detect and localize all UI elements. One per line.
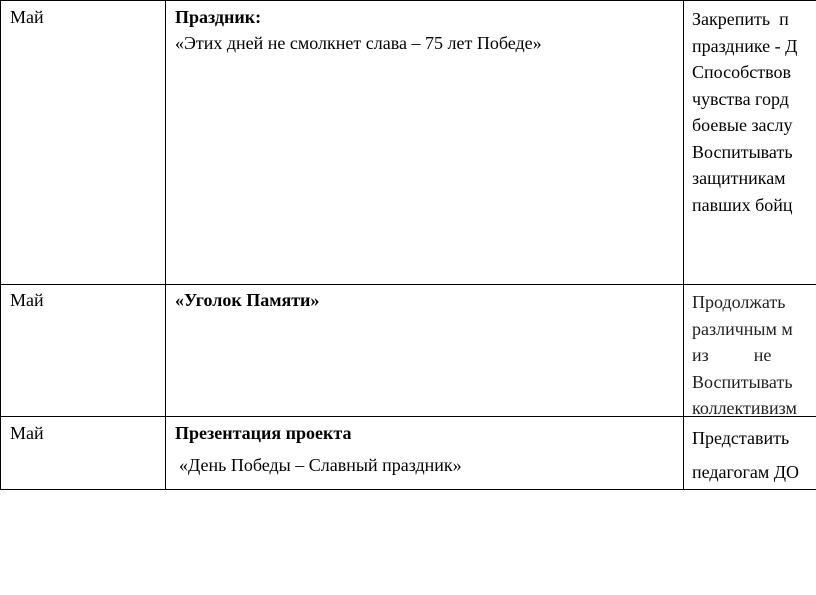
goal-line: Способствов [692,62,791,82]
goal-line: празднике - Д [692,35,798,56]
table-border-top [0,0,816,1]
goal-line: из не [692,345,772,365]
row-divider [0,284,816,285]
column-divider [683,0,684,490]
goal-line: Воспитывать [692,141,793,162]
goal-line: коллективизм [692,398,797,418]
month-cell: Май [10,7,44,27]
column-divider [0,0,1,490]
column-divider [165,0,166,490]
goal-line: чувства горд [692,88,789,109]
event-subtitle: «Этих дней не смолкнет слава – 75 лет Победе» [175,33,542,53]
goal-line: педагогам ДО [692,462,800,482]
event-title: «Уголок Памяти» [175,290,320,310]
goal-line: Закрепить п [692,9,789,29]
table-border-bottom [0,489,816,490]
event-title: Презентация проекта [175,423,352,443]
event-title: Праздник: [175,7,262,27]
event-subtitle: «День Победы – Славный праздник» [179,455,462,475]
goal-line: Представить [692,428,790,448]
month-cell: Май [10,290,44,310]
goal-line: павших бойц [692,194,793,215]
goal-line: Продолжать [692,292,786,312]
goal-text [692,289,816,422]
goal-text [692,421,816,489]
goal-line: различным м [692,318,793,339]
goal-line: Воспитывать [692,371,793,392]
goal-line: боевые заслу [692,115,793,135]
goal-text [692,6,816,218]
goal-line: защитникам [692,168,786,188]
month-cell: Май [10,423,44,443]
